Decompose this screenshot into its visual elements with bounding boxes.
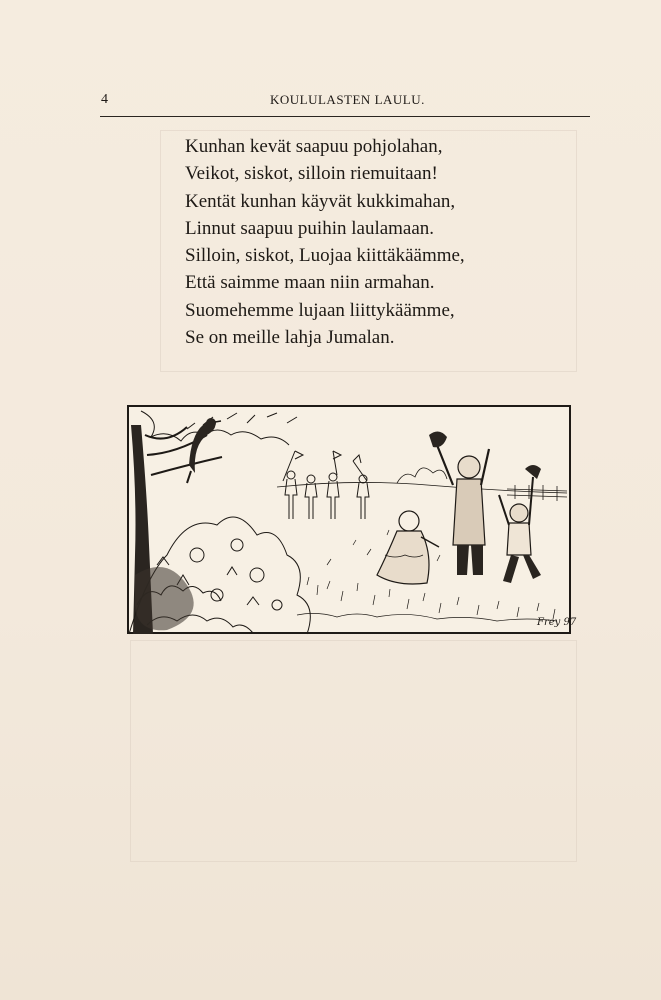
illustration-drawing [127,405,577,634]
poem-line: Kunhan kevät saapuu pohjolahan, [185,136,443,157]
artist-signature: Frey 97 [537,617,577,628]
page-number: 4 [101,92,108,107]
poem-line: Että saimme maan niin armahan. [185,272,435,294]
poem-line: Kentät kunhan käyvät kukkimahan, [185,190,456,212]
poem-stanza [185,133,465,351]
poem-line: Se on meille lahja Jumalan. [185,327,395,349]
engraving-illustration [127,405,577,634]
bleed-through-frame-bottom [130,640,577,862]
poem-line: Silloin, siskot, Luojaa kiittäkäämme, [185,245,465,267]
poem-line: Linnut saapuu puihin laulamaan. [185,217,435,239]
header-rule [100,116,590,117]
running-title: KOULULASTEN LAULU. [270,92,425,107]
poem-line: Veikot, siskot, silloin riemuitaan! [185,163,438,185]
poem-line: Suomehemme lujaan liittykäämme, [185,299,455,321]
